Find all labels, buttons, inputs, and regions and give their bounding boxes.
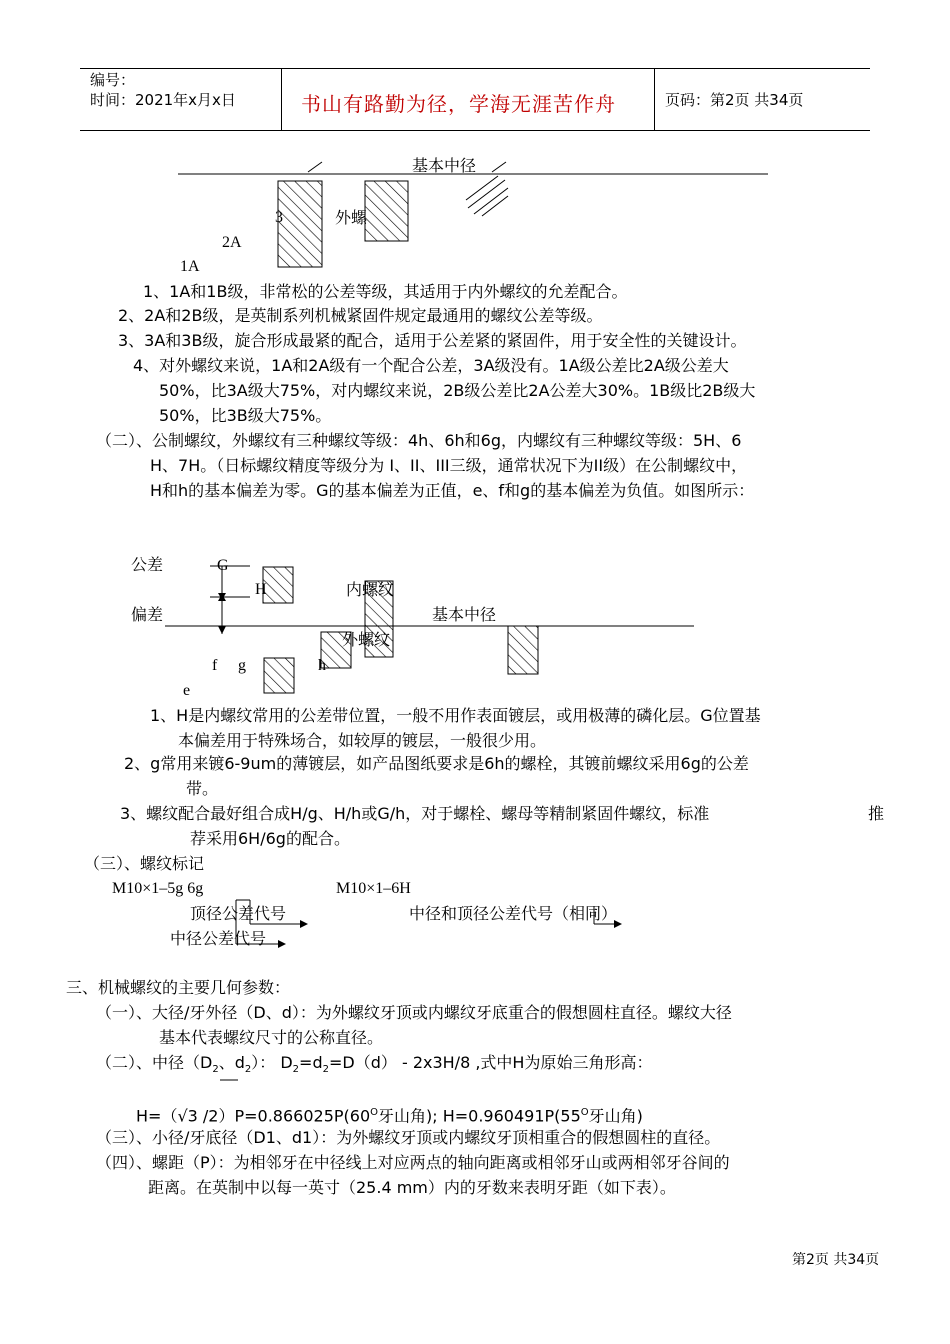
params-2-pre: （二）、中径（D bbox=[96, 1053, 213, 1072]
band-2a bbox=[365, 181, 408, 241]
header-number-label: 编号： bbox=[90, 71, 136, 89]
s3-mark-external: M10×1–5g 6g bbox=[112, 880, 204, 897]
h-formula-deg2: O bbox=[580, 1107, 589, 1118]
s2-item-2-line2: 带。 bbox=[186, 779, 219, 798]
header-motto: 书山有路勤为径，学海无涯苦作舟 bbox=[301, 92, 616, 116]
header-page-label: 页码：第2页 共34页 bbox=[665, 91, 804, 109]
s1-item-4-line1: 4、对外螺纹来说，1A和2A级有一个配合公差，3A级没有。1A级公差比2A级公差大 bbox=[133, 356, 729, 375]
d2-g-label: g bbox=[238, 657, 246, 674]
s2-line-1: （二）、公制螺纹，外螺纹有三种螺纹等级：4h、6h和6g，内螺纹有三种螺纹等级：5H、6 bbox=[96, 431, 742, 450]
params-4-line1: （四）、螺距（P）：为相邻牙在中径线上对应两点的轴向距离或相邻牙山或两相邻牙谷间的 bbox=[96, 1153, 730, 1172]
d2-G-label: G bbox=[217, 557, 229, 574]
d2-basic-pitch-label: 基本中径 bbox=[432, 605, 497, 624]
d2-h-label: h bbox=[318, 657, 326, 674]
s2-item-2-line1: 2、g常用来镀6-9um的薄镀层，如产品图纸要求是6h的螺栓，其镀前螺纹采用6g的公差 bbox=[124, 754, 749, 773]
s3-top-tolerance: 顶径公差代号 bbox=[190, 904, 287, 923]
s3-mark-internal: M10×1–6H bbox=[336, 880, 411, 897]
s2-item-1-line2: 本偏差用于特殊场合，如较厚的镀层，一般很少用。 bbox=[178, 731, 547, 750]
d1-external-label: 外螺 bbox=[335, 208, 368, 227]
band-1a bbox=[278, 181, 322, 267]
s2-line-3: H和h的基本偏差为零。G的基本偏差为正值，e、f和g的基本偏差为负值。如图所示： bbox=[150, 481, 755, 500]
params-2-mid: 、d bbox=[218, 1053, 245, 1072]
s1-item-2: 2、2A和2B级，是英制系列机械紧固件规定最通用的螺纹公差等级。 bbox=[118, 306, 603, 325]
header-date-label: 时间：2021年x月x日 bbox=[90, 91, 236, 109]
s1-item-1: 1、1A和1B级，非常松的公差等级，其适用于内外螺纹的允差配合。 bbox=[143, 282, 628, 301]
d2-H-label: H bbox=[255, 581, 267, 598]
d1-class1-label: 1A bbox=[180, 258, 200, 275]
params-2-sub2: 2 bbox=[244, 1064, 252, 1076]
params-h-formula bbox=[136, 1103, 643, 1126]
s3-mid-tolerance: 中径公差代号 bbox=[170, 929, 267, 948]
h-formula-deg1: O bbox=[370, 1107, 378, 1118]
d1-class2-label: 2A bbox=[222, 234, 242, 251]
band-H bbox=[263, 567, 293, 603]
params-title: 三、机械螺纹的主要几何参数： bbox=[66, 978, 291, 997]
params-3: （三）、小径/牙底径（D1、d1）：为外螺纹牙顶或内螺纹牙顶相重合的假想圆柱的直径。 bbox=[96, 1128, 721, 1147]
params-4-line2: 距离。在英制中以每一英寸（25.4 mm）内的牙数来表明牙距（如下表）。 bbox=[148, 1178, 676, 1197]
h-formula-pre: H=（√3 /2）P=0.866025P(60 bbox=[136, 1106, 371, 1126]
band-basic bbox=[508, 626, 538, 674]
s2-item-3-line1-end: 推 bbox=[868, 804, 885, 823]
s2-line-2: H、7H。（日标螺纹精度等级分为 I、II、III三级，通常状况下为II级）在公制螺纹中， bbox=[150, 456, 748, 475]
d2-tolerance-label: 公差 bbox=[131, 555, 164, 574]
d1-class3-label: 3 bbox=[275, 209, 283, 226]
params-2-post: ）： D bbox=[251, 1053, 293, 1072]
s2-item-1-line1: 1、H是内螺纹常用的公差带位置，一般不用作表面镀层，或用极薄的磷化层。G位置基 bbox=[150, 706, 761, 725]
d2-internal-label: 内螺纹 bbox=[346, 580, 395, 599]
params-2-eq-post: =D（d） - 2x3H/8 ,式中H为原始三角形高： bbox=[328, 1053, 653, 1072]
s1-item-4-line3: 50%，比3B级大75%。 bbox=[159, 406, 332, 425]
s1-item-3: 3、3A和3B级，旋合形成最紧的配合，适用于公差紧的紧固件，用于安全性的关键设计。 bbox=[118, 331, 747, 350]
d2-external-label: 外螺纹 bbox=[342, 630, 391, 649]
footer-page-number: 第2页 共34页 bbox=[792, 1252, 880, 1268]
d1-basic-pitch-label: 基本中径 bbox=[412, 156, 477, 175]
h-formula-post: 牙山角) bbox=[588, 1106, 643, 1126]
s2-item-3-line2: 荐采用6H/6g的配合。 bbox=[190, 829, 350, 848]
s3-title: （三）、螺纹标记 bbox=[84, 854, 205, 873]
params-2 bbox=[96, 1053, 652, 1080]
s3-both-tolerance: 中径和顶径公差代号（相同） bbox=[409, 904, 618, 923]
params-2-eq-sub1: 2 bbox=[292, 1064, 300, 1076]
params-2-eq-sub2: 2 bbox=[322, 1064, 329, 1076]
d2-deviation-label: 偏差 bbox=[131, 605, 164, 624]
params-2-eq-mid: =d bbox=[299, 1053, 323, 1072]
s1-item-4-line2: 50%，比3A级大75%，对内螺纹来说，2B级公差比2A公差大30%。1B级比2B级大 bbox=[159, 381, 756, 400]
params-1-line1: （一）、大径/牙外径（D、d）：为外螺纹牙顶或内螺纹牙底重合的假想圆柱直径。螺纹大径 bbox=[96, 1003, 732, 1022]
band-e bbox=[264, 658, 294, 693]
d2-e-label: e bbox=[183, 682, 191, 699]
d2-f-label: f bbox=[212, 657, 218, 674]
h-formula-mid: 牙山角); H=0.960491P(55 bbox=[378, 1106, 581, 1126]
params-2-sub1: 2 bbox=[212, 1064, 219, 1076]
s2-item-3-line1: 3、螺纹配合最好组合成H/g、H/h或G/h，对于螺栓、螺母等精制紧固件螺纹，标准 bbox=[120, 804, 710, 823]
params-1-line2: 基本代表螺纹尺寸的公称直径。 bbox=[159, 1028, 384, 1047]
